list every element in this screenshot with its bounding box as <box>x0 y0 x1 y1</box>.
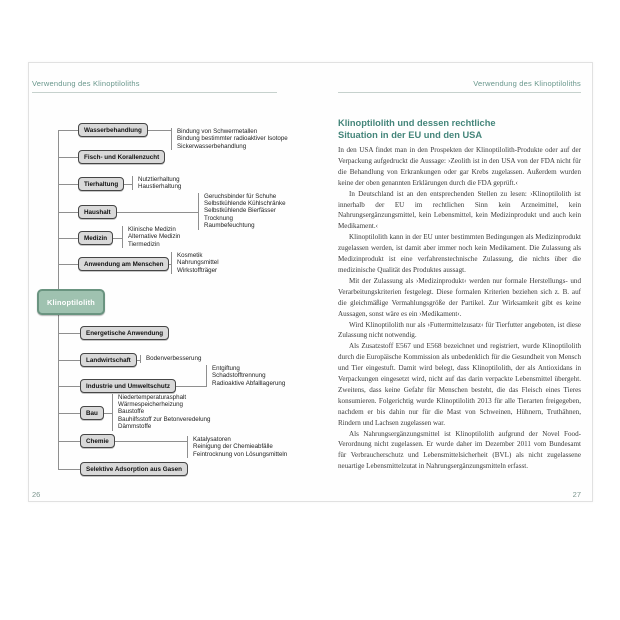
body-paragraph: In den USA findet man in den Prospekten der Klinoptilolith-Produkte oder auf der Verpackung aufgedruckt die Aussage: ›Zeolith ist in den USA von der FDA nicht für die Behandlung von Erkrankungen oder gar Krebs zugelassen. Außerdem wurden keine der oben genannten Erklärungen durch die FDA geprüft.‹ <box>338 146 581 187</box>
branch-child-label: Nutztierhaltung <box>138 175 180 183</box>
branch-children <box>122 226 180 248</box>
branch-child-label: Kosmetik <box>177 251 203 259</box>
branch-box: Chemie <box>80 434 115 448</box>
left-page-header: Verwendung des Klinoptiloliths <box>32 79 140 88</box>
section-title-line1: Klinoptilolith und dessen rechtliche <box>338 118 496 128</box>
right-header-rule <box>338 92 581 93</box>
left-page-number: 26 <box>32 490 41 499</box>
branch-box: Selektive Adsorption aus Gasen <box>80 462 188 476</box>
branch-child-label: Feintrocknung von Lösungsmitteln <box>193 450 288 458</box>
branch-child-label: Reinigung der Chemieabfälle <box>193 443 273 451</box>
branch-child-label: Entgiftung <box>212 364 240 372</box>
branch-box: Energetische Anwendung <box>80 326 169 340</box>
branch-child-label: Baustoffe <box>118 408 145 416</box>
root-node: Klinoptilolith <box>37 289 105 315</box>
body-paragraph: In Deutschland ist an den entsprechenden Stellen zu lesen: ›Klinoptilolith ist innerhalb der EU im rechtlichen Sinn kein Arzneimittel, kein Nahrungsergänzungsmittel, kein Lebensmittel, kein Medizinprodukt und auch kein Medikament.‹ <box>338 189 581 231</box>
branch-child-label: Bindung von Schwermetallen <box>177 127 258 135</box>
right-page-number: 27 <box>572 490 581 499</box>
branch-child-label: Sickerwasserbehandlung <box>177 142 247 150</box>
branch-children <box>171 128 288 150</box>
branch-child-label: Bodenverbesserung <box>146 355 202 363</box>
branch-child-label: Dämmstoffe <box>118 423 152 431</box>
branch-children <box>112 394 210 431</box>
branch-children <box>198 193 286 230</box>
branch-box: Anwendung am Menschen <box>78 257 169 271</box>
diagram-connector-line <box>58 441 188 442</box>
branch-child-label: Bauhilfsstoff zur Betonveredelung <box>118 415 211 423</box>
body-paragraph: Mit der Zulassung als ›Medizinprodukt‹ werden nur formale Herstellungs- und Verarbeitungskriterien festgelegt. Diese formalen Kriterien beziehen sich z. B. auf die gleichmäßige Vermahlungsgröße der Partikel. Zur Wirksamkeit gibt es keine Aussagen, sonst wäre es ein ›Medikament‹. <box>338 276 581 318</box>
branch-box: Industrie und Umweltschutz <box>80 379 176 393</box>
branch-child-label: Schadstofftrennung <box>212 372 266 380</box>
branch-child-label: Selbstkühlende Bierfässer <box>204 207 276 215</box>
branch-children <box>171 252 219 274</box>
branch-child-label: Selbstkühlende Kühlschränke <box>204 199 286 207</box>
branch-children <box>187 436 287 458</box>
branch-child-label: Tiermedizin <box>128 240 160 248</box>
branch-child-label: Wärmespeicherheizung <box>118 400 183 408</box>
branch-child-label: Raumbefeuchtung <box>204 222 255 230</box>
branch-box: Medizin <box>78 231 113 245</box>
branch-child-label: Katalysatoren <box>193 435 231 443</box>
branch-children <box>206 365 285 387</box>
branch-child-label: Klinische Medizin <box>128 225 176 233</box>
branch-box: Fisch- und Korallenzucht <box>78 150 165 164</box>
right-page-header: Verwendung des Klinoptiloliths <box>473 79 581 88</box>
branch-box: Tierhaltung <box>78 177 124 191</box>
branch-children <box>132 176 181 191</box>
branch-box: Wasserbehandlung <box>78 123 148 137</box>
section-title-line2: Situation in der EU und den USA <box>338 130 483 141</box>
branch-child-label: Radioaktive Abfalllagerung <box>212 379 286 387</box>
branch-child-label: Geruchsbinder für Schuhe <box>204 192 277 200</box>
branch-child-label: Haustierhaltung <box>138 183 182 190</box>
branch-child-label: Bindung bestimmter radioaktiver Isotope <box>177 135 288 143</box>
body-paragraph: Als Nahrungsergänzungsmittel ist Klinoptilolith aufgrund der Novel Food-Verordnung nicht zugelassen. Er wurde daher im Dezember 2011 vom Bundesamt für Verbraucherschutz und Lebensmittelsicherheit (BVL) als nicht zugelassene neuartige Lebensmittelzutat in Nahrungsergänzungsmitteln erfasst. <box>338 429 581 471</box>
book-spread <box>28 62 593 502</box>
body-paragraph: Klinoptilolith kann in der EU unter bestimmten Bedingungen als Medizinprodukt zugelassen werden, ist damit aber immer noch kein Medikament. Die Zulassung als Medizinprodukt ist eine verfahrenstechnische Zulassung, die nichts über die medizinische Qualität des Produktes aussagt. <box>338 233 581 274</box>
body-paragraph: Als Zusatzstoff E567 und E568 bezeichnet und registriert, wurde Klinoptilolith durch die Europäische Kommission als unbedenklich für die Gesundheit von Mensch und Tier eingestuft. Damit wird belegt, dass Klinoptilolith, der als Antioxidans in Verpackungen eingesetzt wird, nicht auf das darin verpackte Lebensmittel übergeht. Zweitens, dass keine Gefahr für Menschen besteht, die das Fleisch eines Tieres konsumieren. Folgerichtig wurde Klinoptilolith 2013 für alle Tierarten freigegeben, nachdem er bis dahin nur für die Mast von Schweinen, Hühnern, Truthähnen, Rindern und Lachsen zugelassen war. <box>338 342 581 427</box>
section-title <box>338 117 581 142</box>
branch-child-label: Niedertemperaturasphalt <box>118 393 187 401</box>
branch-child-label: Alternative Medizin <box>128 233 181 241</box>
branch-child-label: Wirkstoffträger <box>177 266 218 274</box>
branch-box: Landwirtschaft <box>80 353 137 367</box>
branch-child-label: Trocknung <box>204 214 234 222</box>
branch-box: Bau <box>80 406 104 420</box>
branch-box: Haushalt <box>78 205 117 219</box>
body-text <box>338 145 581 472</box>
body-paragraph: Wird Klinoptilolith nur als ›Futtermittelzusatz‹ für Tierfutter angeboten, ist diese Zulassung nicht notwendig. <box>338 320 581 340</box>
branch-children <box>140 355 201 362</box>
branch-child-label: Nahrungsmittel <box>177 259 219 267</box>
